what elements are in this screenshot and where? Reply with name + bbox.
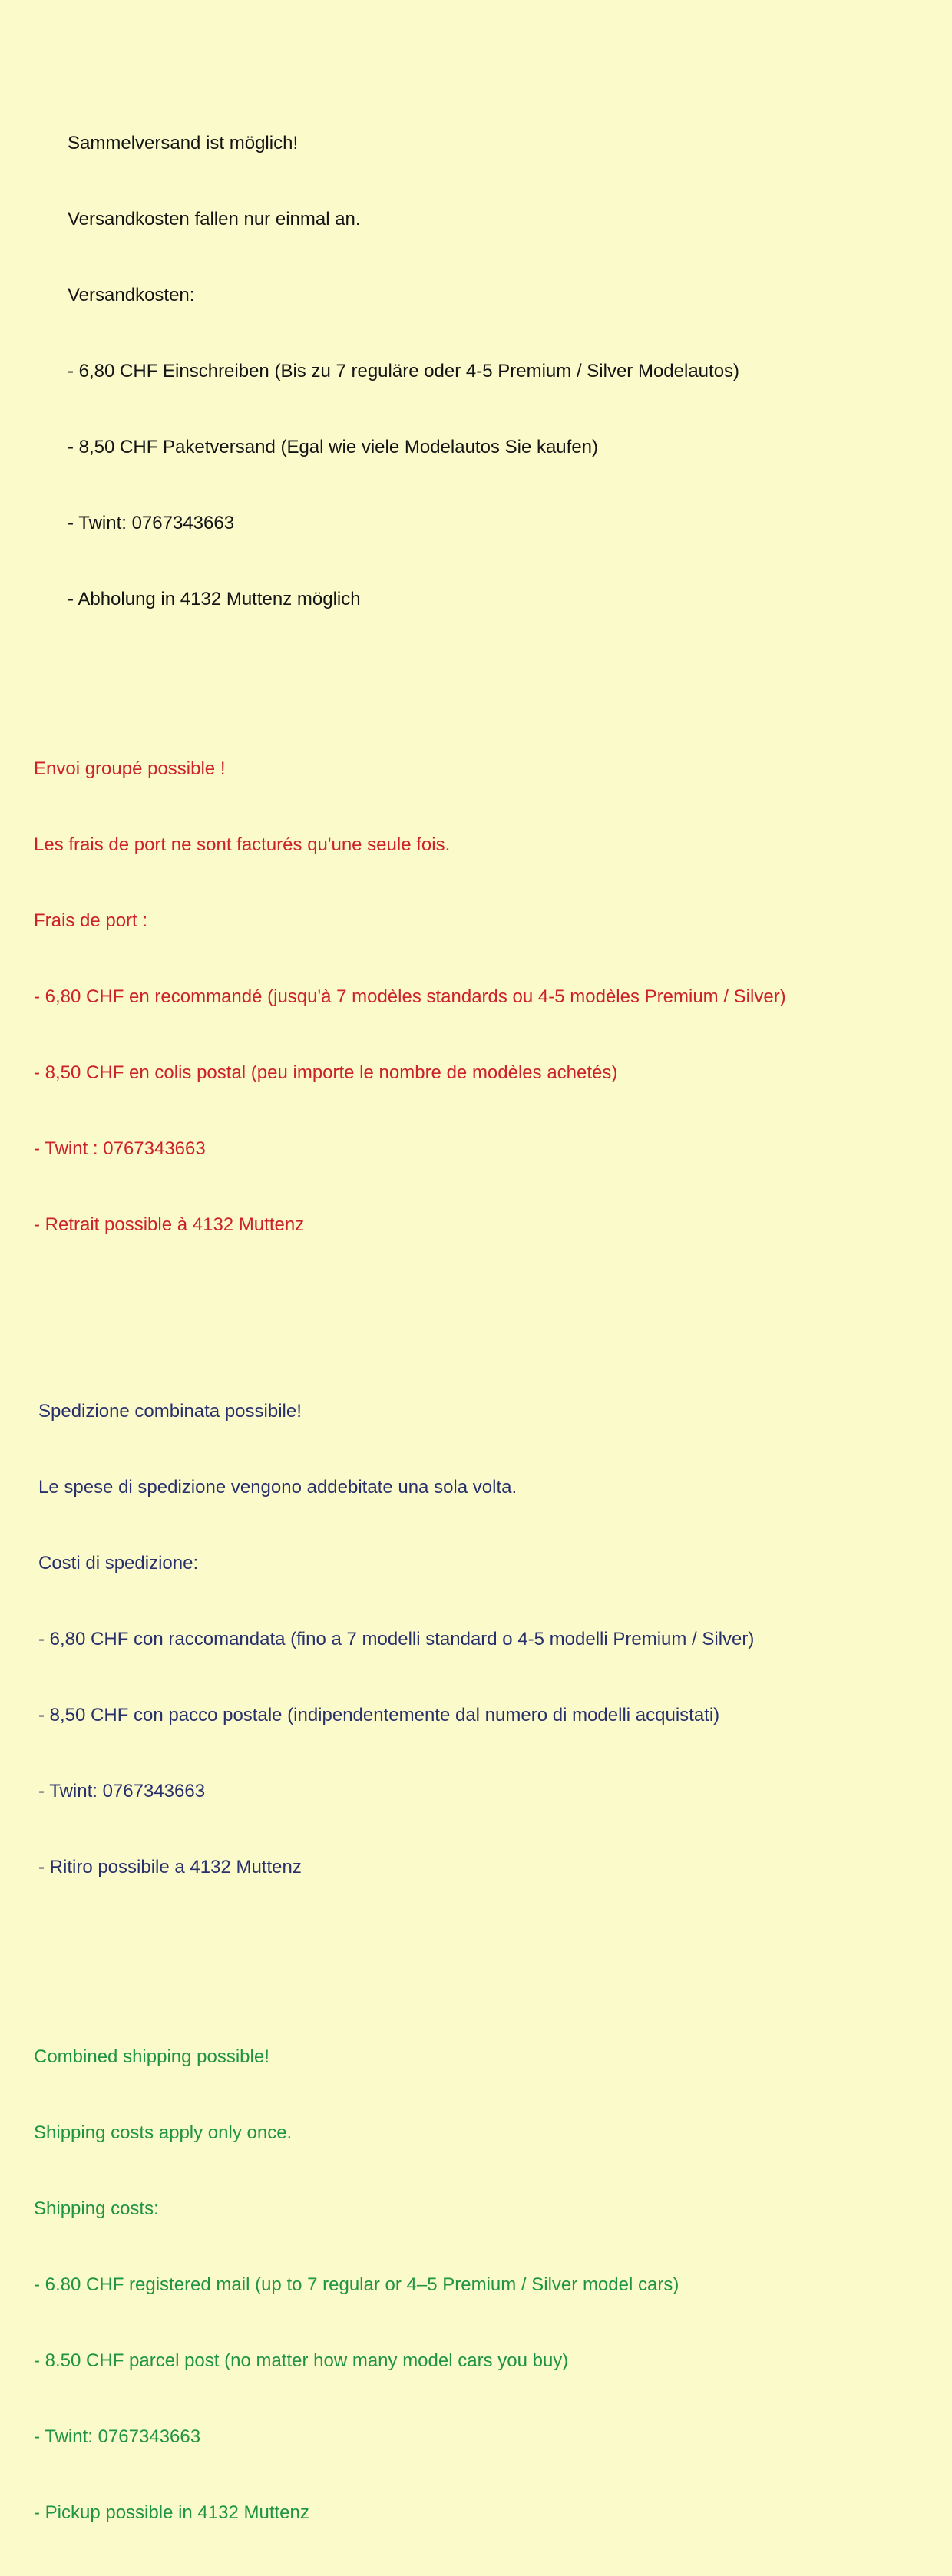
text-line: Envoi groupé possible ! — [34, 758, 226, 779]
text-line: - Twint: 0767343663 — [34, 2426, 201, 2447]
text-line: - 8,50 CHF Paketversand (Egal wie viele Modelautos Sie kaufen) — [68, 437, 599, 457]
text-line: - Twint: 0767343663 — [38, 1781, 206, 1802]
text-line: - 6,80 CHF Einschreiben (Bis zu 7 reguläre oder 4-5 Premium / Silver Modelautos) — [68, 361, 740, 381]
text-line: Spedizione combinata possibile! — [38, 1401, 302, 1422]
section-italian — [0, 1288, 952, 1930]
text-line: - 8,50 CHF en colis postal (peu importe le nombre de modèles achetés) — [34, 1062, 618, 1083]
text-line: - Abholung in 4132 Muttenz möglich — [68, 589, 361, 609]
section-english — [0, 1930, 952, 2576]
text-line: - 6,80 CHF en recommandé (jusqu'à 7 modèles standards ou 4-5 modèles Premium / Silver) — [34, 986, 786, 1007]
text-line: - 8.50 CHF parcel post (no matter how many model cars you buy) — [34, 2350, 569, 2371]
text-line: Versandkosten: — [68, 285, 195, 305]
text-line: Shipping costs: — [34, 2198, 159, 2219]
text-line: - 8,50 CHF con pacco postale (indipendentemente dal numero di modelli acquistati) — [38, 1705, 720, 1726]
text-line: Le spese di spedizione vengono addebitate una sola volta. — [38, 1477, 517, 1498]
text-line: - 6.80 CHF registered mail (up to 7 regular or 4–5 Premium / Silver model cars) — [34, 2274, 679, 2295]
text-line: Frais de port : — [34, 910, 148, 931]
text-line: Versandkosten fallen nur einmal an. — [68, 209, 361, 230]
section-french — [0, 662, 952, 1288]
text-line: - Twint: 0767343663 — [68, 513, 235, 533]
text-line: Costi di spedizione: — [38, 1553, 199, 1574]
text-line: - Ritiro possibile a 4132 Muttenz — [38, 1857, 302, 1878]
text-line: Combined shipping possible! — [34, 2046, 269, 2067]
section-german — [0, 0, 952, 662]
text-line: - Pickup possible in 4132 Muttenz — [34, 2502, 309, 2523]
text-line: Sammelversand ist möglich! — [68, 133, 299, 154]
text-line: - Retrait possible à 4132 Muttenz — [34, 1214, 305, 1235]
text-line: - 6,80 CHF con raccomandata (fino a 7 modelli standard o 4-5 modelli Premium / Silver) — [38, 1629, 755, 1650]
text-line: Les frais de port ne sont facturés qu'une seule fois. — [34, 834, 451, 855]
text-line: Shipping costs apply only once. — [34, 2122, 293, 2143]
text-line: - Twint : 0767343663 — [34, 1138, 206, 1159]
